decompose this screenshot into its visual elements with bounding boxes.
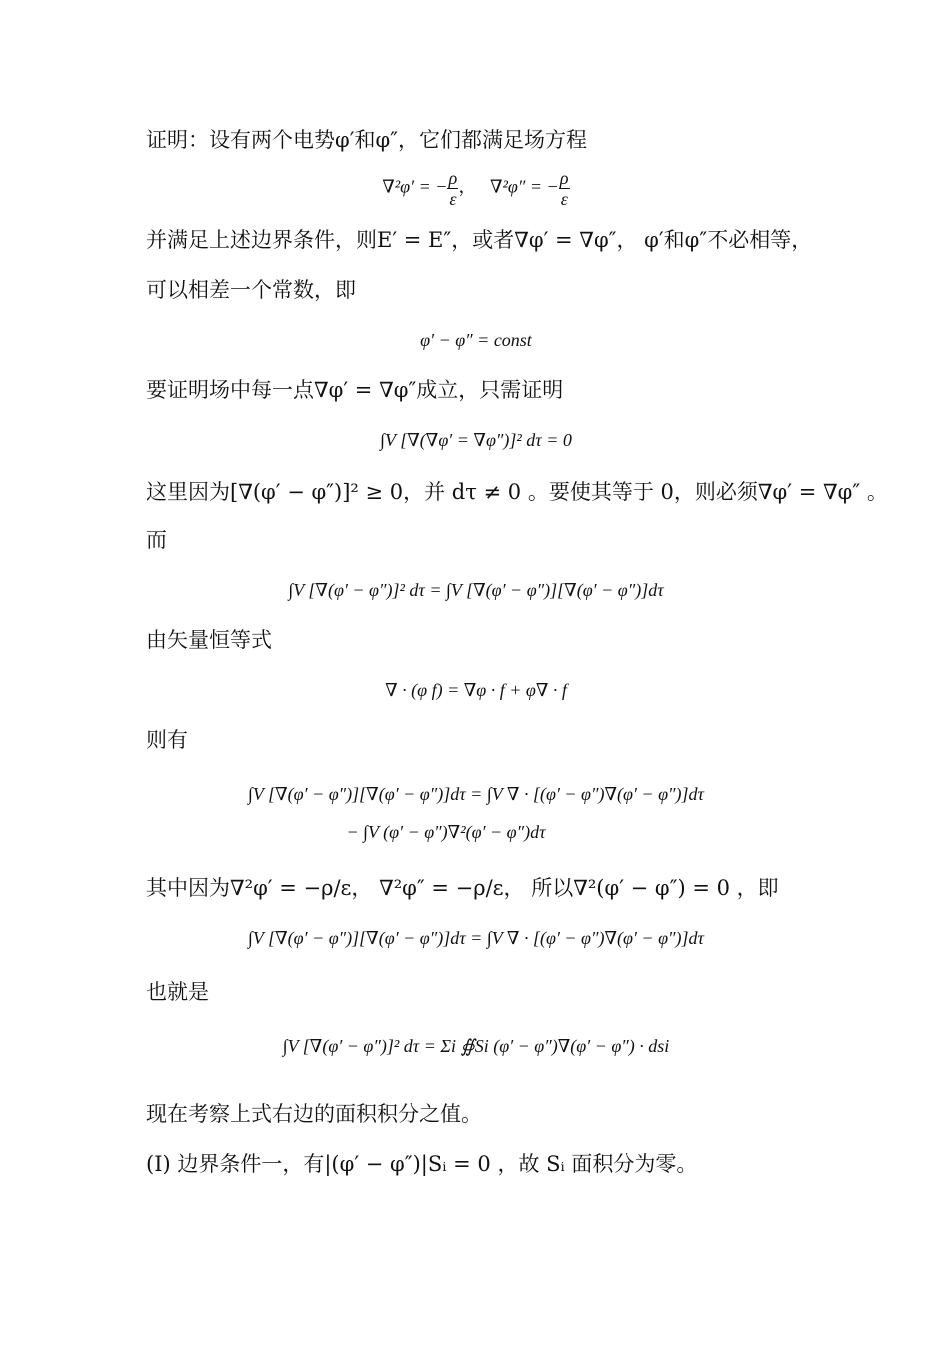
paragraph: 要证明场中每一点∇φ′ = ∇φ″成立，只需证明 <box>146 378 564 402</box>
paragraph: 证明：设有两个电势φ′和φ″，它们都满足场方程 <box>146 128 588 152</box>
equation: − ∫V (φ′ − φ″)∇²(φ′ − φ″)dτ <box>346 822 546 842</box>
paragraph: 由矢量恒等式 <box>146 628 272 652</box>
paragraph: 可以相差一个常数，即 <box>146 278 356 302</box>
paragraph: 其中因为∇²φ′ = −ρ/ε， ∇²φ″ = −ρ/ε， 所以∇²(φ′ − φ″) = 0 ，即 <box>146 876 779 900</box>
equation: φ′ − φ″ = const <box>420 330 532 350</box>
equation: ∫V [∇(φ′ − φ″)][∇(φ′ − φ″)]dτ = ∫V ∇ · [(φ′ − φ″)∇(φ′ − φ″)]dτ <box>248 784 704 804</box>
equation: ∇²φ′ = − $\frac{\rho}{\varepsilon}$ ， ∇²φ″ = − $\frac{\rho}{\varepsilon}$ <box>382 168 569 209</box>
paragraph: 现在考察上式右边的面积积分之值。 <box>146 1102 482 1126</box>
equation: ∫V [∇(φ′ − φ″)]² dτ = ∫V [∇(φ′ − φ″)][∇(φ′ − φ″)]dτ <box>288 580 664 600</box>
paragraph: 则有 <box>146 728 188 752</box>
paragraph: (I) 边界条件一，有|(φ′ − φ″)|Sᵢ = 0 ，故 Sᵢ 面积分为零。 <box>146 1152 698 1176</box>
equation: ∫V [∇(∇φ′ = ∇φ″)]² dτ = 0 <box>380 430 572 450</box>
paragraph: 也就是 <box>146 980 209 1004</box>
paragraph: 这里因为[∇(φ′ − φ″)]² ≥ 0，并 dτ ≠ 0 。要使其等于 0，则必须∇φ′ = ∇φ″ 。 <box>146 480 888 504</box>
paragraph: 而 <box>146 528 167 552</box>
equation: ∫V [∇(φ′ − φ″)]² dτ = Σi ∯Si (φ′ − φ″)∇(φ′ − φ″) · dsi <box>282 1036 670 1056</box>
paragraph: 并满足上述边界条件，则E′ = E″，或者∇φ′ = ∇φ″， φ′和φ″不必相等， <box>146 228 813 252</box>
equation: ∇ · (φ f) = ∇φ · f + φ∇ · f <box>385 680 567 700</box>
equation: ∫V [∇(φ′ − φ″)][∇(φ′ − φ″)]dτ = ∫V ∇ · [(φ′ − φ″)∇(φ′ − φ″)]dτ <box>248 928 704 948</box>
